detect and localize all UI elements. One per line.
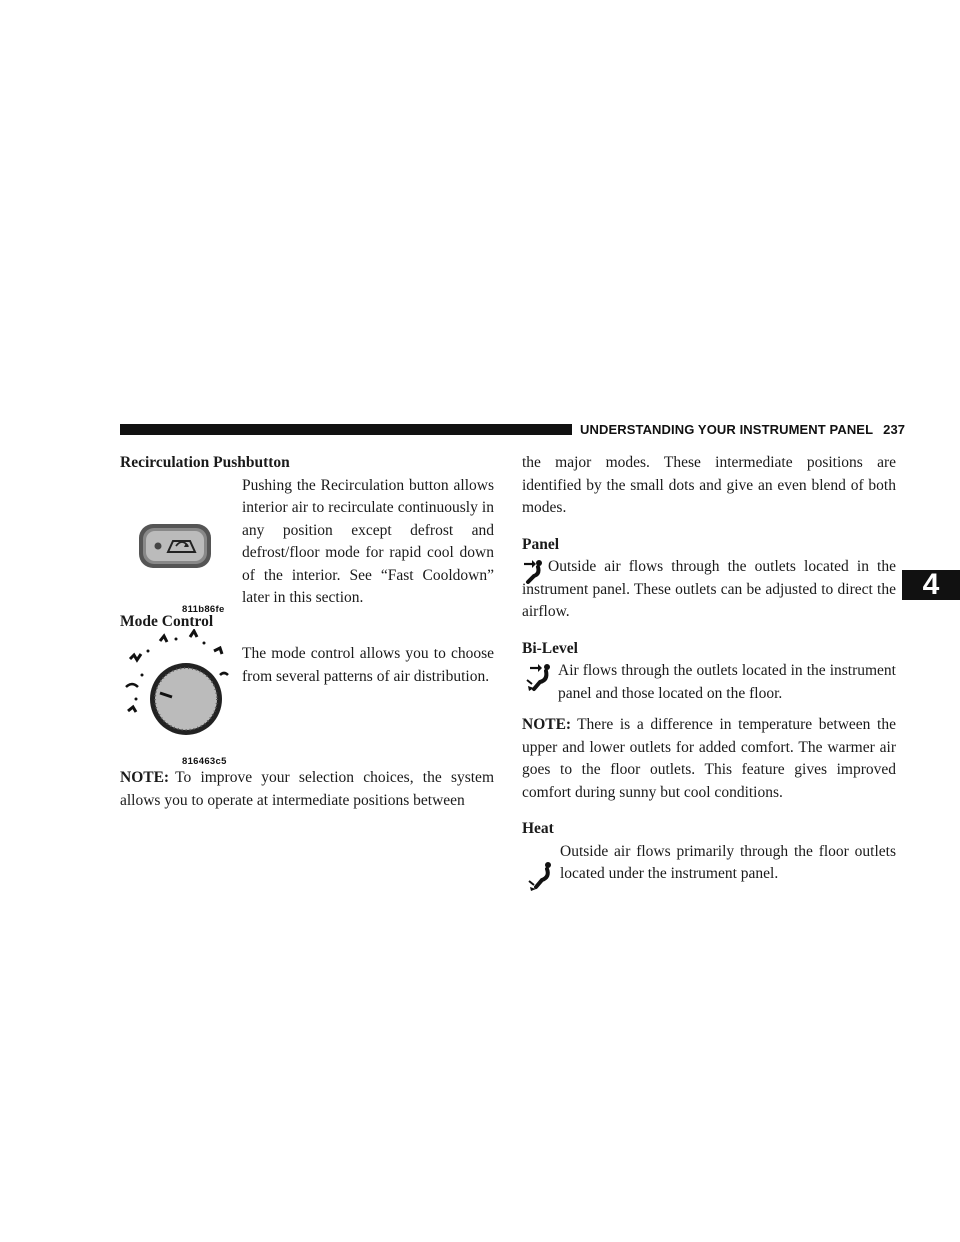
section-title: UNDERSTANDING YOUR INSTRUMENT PANEL: [580, 422, 874, 437]
mode-control-heading: Mode Control: [120, 612, 214, 630]
panel-body: Outside air flows through the outlets located in the instrument panel. These outlets can be adjusted to direct the airflow.: [522, 558, 896, 620]
note-label: NOTE:: [522, 716, 572, 733]
mode-control-body: The mode control allows you to choose from several patterns of air distribution.: [242, 645, 494, 685]
chapter-tab: 4: [902, 570, 960, 600]
recirculation-heading: Recirculation Pushbutton: [120, 454, 290, 471]
right-column: [522, 452, 896, 886]
recirculation-button-illustration: [138, 523, 212, 569]
left-column: [120, 452, 494, 812]
panel-heading: Panel: [522, 535, 560, 553]
panel-mode-icon: [522, 558, 544, 584]
note-label: NOTE:: [120, 769, 170, 786]
bilevel-heading: Bi-Level: [522, 639, 578, 657]
bilevel-body: Air flows through the outlets located in the instrument panel and those located on the floor.: [558, 662, 896, 702]
heat-mode-icon: [528, 861, 556, 891]
recirculation-body: Pushing the Recirculation button allows interior air to recirculate continuously in any position except defrost and defrost/floor mode for rapid cool down of the interior. See “Fast Cooldown” later in this section.: [242, 476, 494, 606]
header-rule: [120, 424, 572, 435]
mode-control-knob-illustration: [120, 629, 238, 749]
left-note: [120, 767, 494, 812]
right-note-body: There is a difference in temperature between the upper and lower outlets for added comfort. The warmer air goes to the floor outlets. This feature gives improved comfort during sunny but cool conditions.: [522, 716, 896, 801]
running-header: [580, 422, 905, 437]
heat-body: Outside air flows primarily through the floor outlets located under the instrument panel.: [560, 842, 896, 882]
bilevel-mode-icon: [526, 662, 556, 694]
heat-heading: Heat: [522, 820, 554, 837]
left-note-body: To improve your selection choices, the system allows you to operate at intermediate positions between: [120, 769, 494, 809]
mode-control-figure-code: 816463c5: [182, 756, 227, 767]
recirculation-figure-code: 811b86fe: [182, 603, 225, 615]
right-note: [522, 714, 896, 804]
page-number: 237: [883, 422, 906, 437]
continuation-text: the major modes. These intermediate positions are identified by the small dots and give an even blend of both modes.: [522, 454, 896, 516]
